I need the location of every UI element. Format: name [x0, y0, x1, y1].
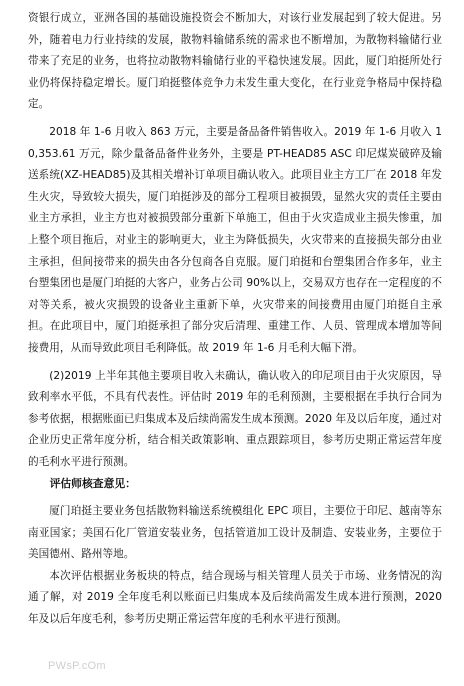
paragraph-margin-forecast: (2)2019 上半年其他主要项目收入未确认，确认收入的印尼项目由于火灾原因，导致利率水平低，不具有代表性。评估时 2019 年的毛利预测，主要根据在手执行合同为参考依据，根据账面已归集成本及后续尚需发生成本预测。2020 年及以后年度，通过对企业历史正常年度分析，结合相关政策影响、重点跟踪项目，参考历史期正常运营年度的毛利水平进行预测。 [28, 369, 442, 468]
paragraph-business-description: 厦门珀挺主要业务包括散物料输送系统模组化 EPC 项目，主要位于印尼、越南等东南亚国家；美国石化厂管道安装业务，包括管道加工设计及制造、安装业务，主要位于美国德州、路州等地。 [28, 505, 442, 561]
paragraph-industry-outlook: 资银行成立，亚洲各国的基础设施投资会不断加大，对该行业发展起到了较大促进。另外，随着电力行业持续的发展，散物料输储系统的需求也不断增加，为散物料输储行业带来了充足的业务，也将拉动散物料输储行业的平稳快速发展。因此，厦门珀挺所处行业仍将保持稳定增长。厦门珀挺整体竞争力未发生重大变化，在行业竞争格局中保持稳定。 [28, 12, 442, 111]
paragraph-revenue-analysis: 2018 年 1-6 月收入 863 万元，主要是备品备件销售收入。2019 年 1-6 月收入 10,353.61 万元，除少量备品备件业务外，主要是 PT-HEAD85 ASC 印尼煤炭破碎及输送系统(XZ-HEAD85)及其相关增补订单项目确认收入。此项目业主方工厂在 2018 年发生火灾，导致较大损失，厦门珀挺涉及的部分工程项目被损毁，显然火灾的责任主要由业主方承担，业主方也对被损毁部分重新下单施工，但由于火灾造成业主损失惨重，加上整个项目拖后，对业主的影响更大，业主为降低损失，火灾带来的直接损失部分由业主承担，但间接带来的损失由各分包商各自克服。厦门珀挺和台塑集团合作多年，业主台塑集团也是厦门珀挺的大客户，业务占公司 90%以上，交易双方也存在一定程度的不对等关系，被火灾损毁的设备业主重新下单，火灾带来的间接费用由厦门珀挺自主承担。在此项目中，厦门珀挺承担了部分灾后清理、重建工作、人员、管理成本增加等间接费用，从而导致此项目毛利降低。故 2019 年 1-6 月毛利大幅下滑。 [28, 125, 442, 354]
watermark-text: PWsP.cOm [48, 660, 106, 672]
paragraph-appraisal-method: 本次评估根据业务板块的特点，结合现场与相关管理人员关于市场、业务情况的沟通了解，对 2019 全年度毛利以账面已归集成本及后续尚需发生成本进行预测，2020 年及以后年度毛利，参考历史期正常运营年度的毛利水平进行预测。 [28, 569, 442, 626]
section-heading-appraiser-opinion: 评估师核查意见： [49, 477, 136, 491]
